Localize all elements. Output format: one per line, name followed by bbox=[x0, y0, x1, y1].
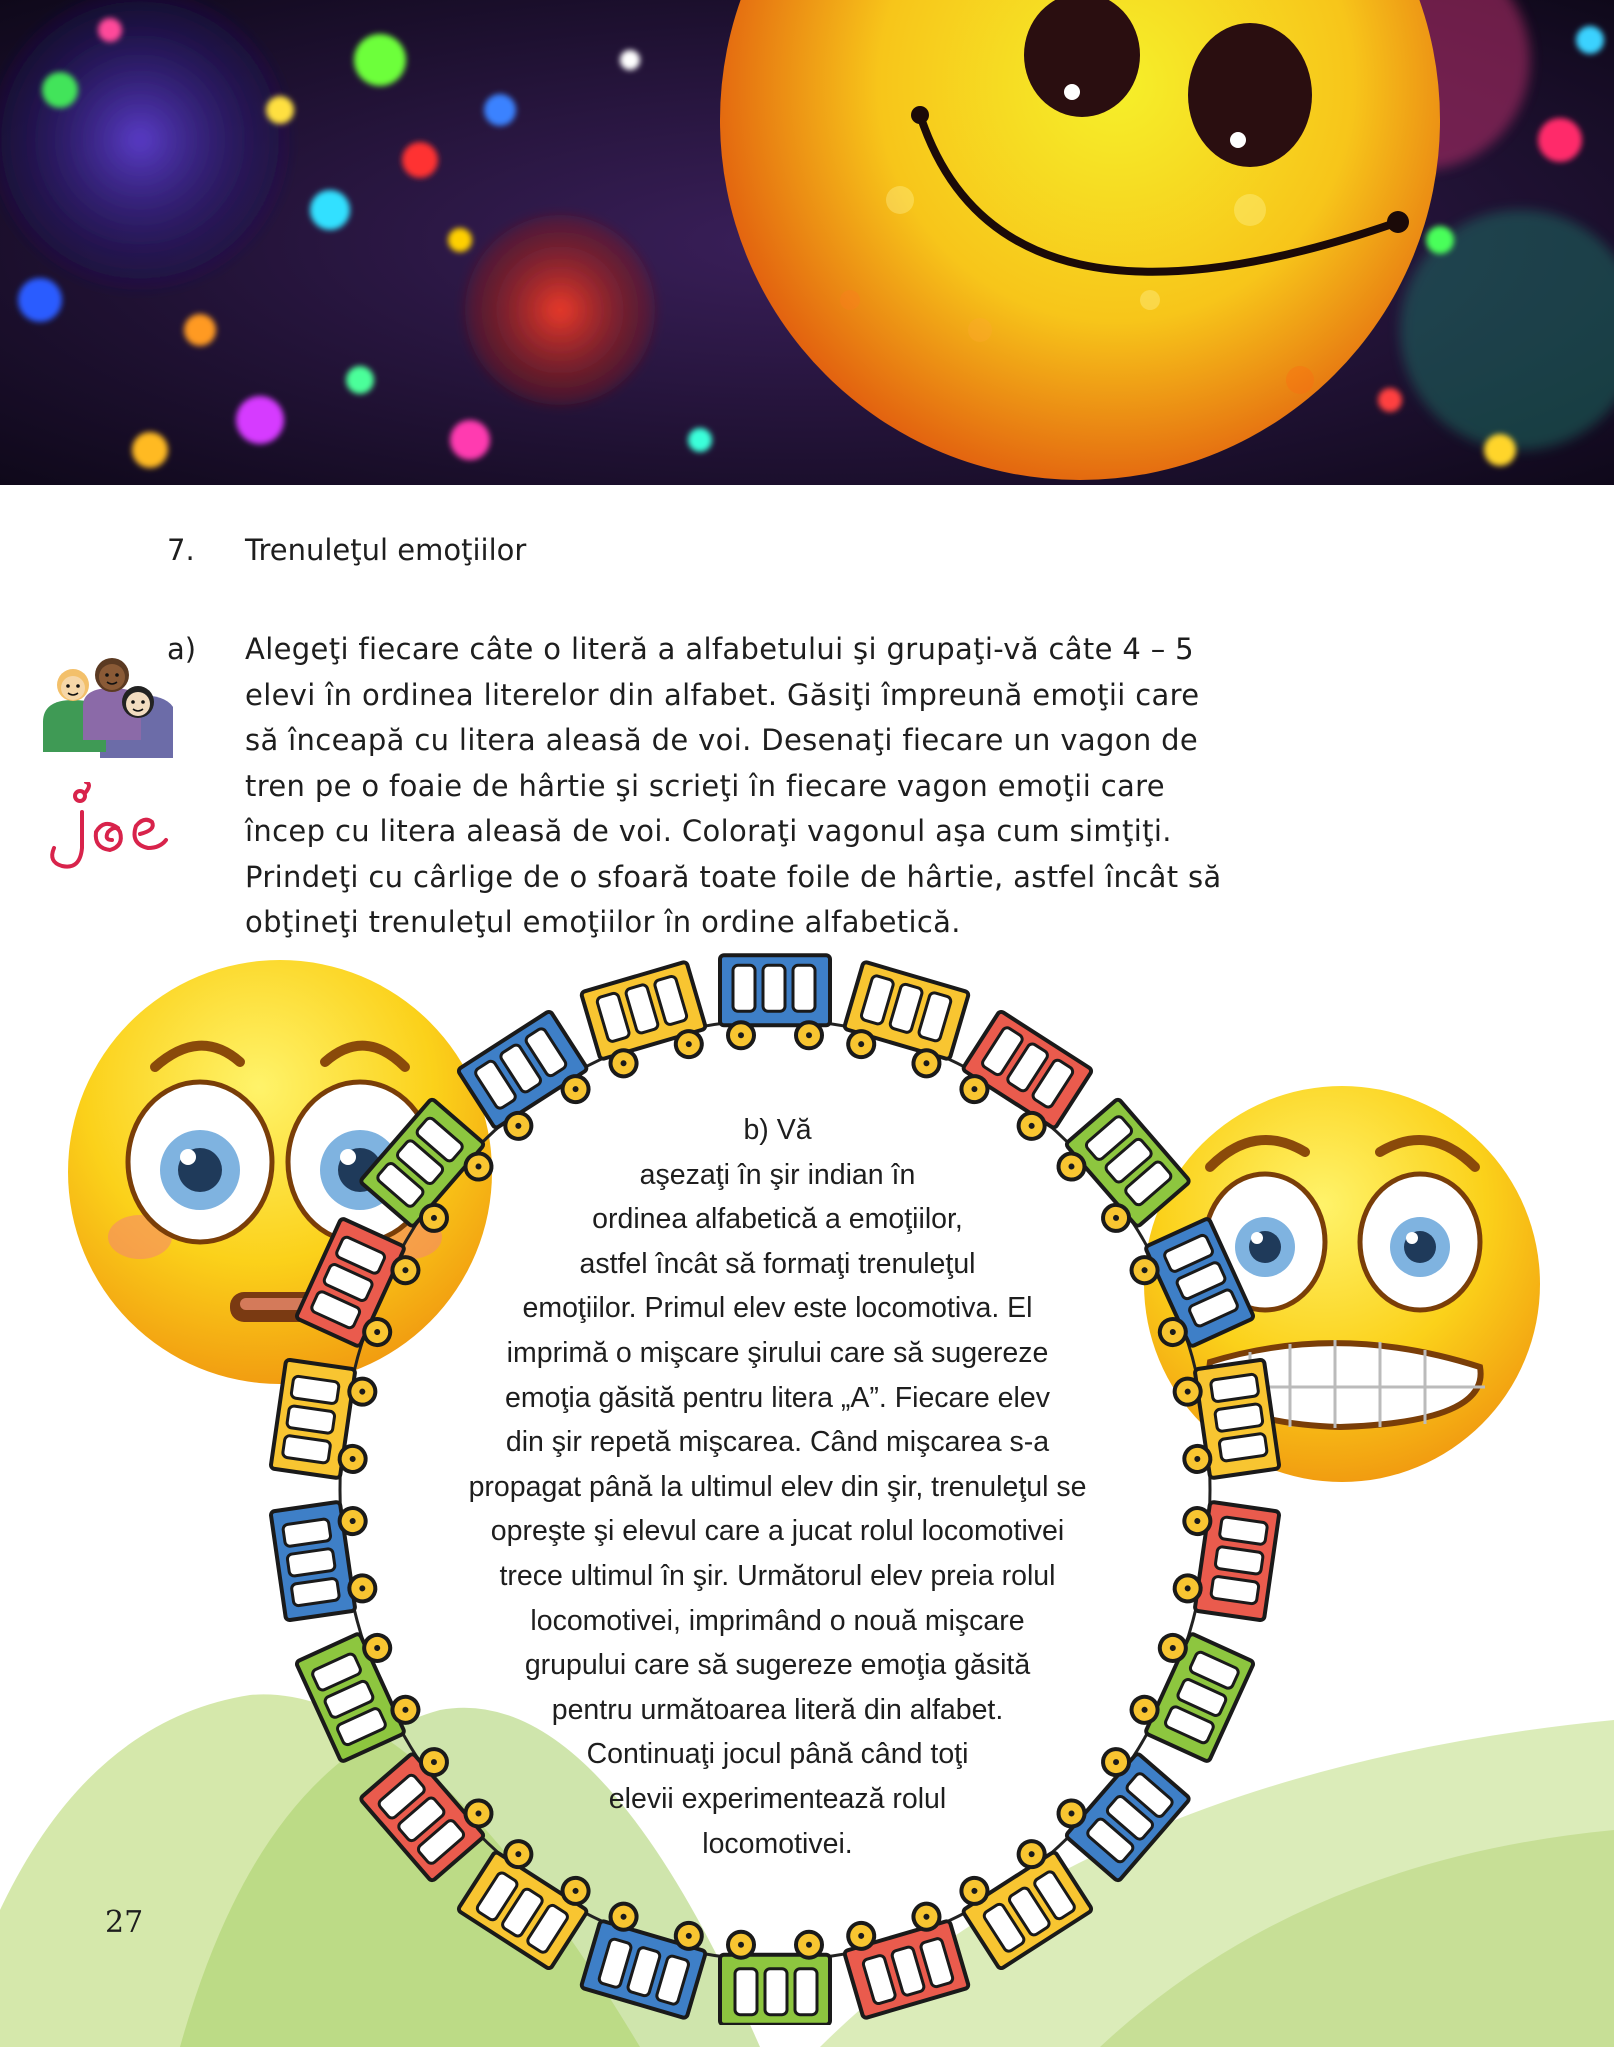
train-wagon bbox=[270, 1498, 378, 1620]
part-b-line: locomotivei, imprimând o nouă mişcare bbox=[530, 1604, 1025, 1637]
part-b-line: trece ultimul în şir. Următorul elev preia rolul bbox=[499, 1559, 1056, 1592]
part-b-line: b) Vă bbox=[743, 1114, 812, 1146]
group-work-icon bbox=[38, 640, 173, 760]
part-a-line: Prindeţi cu cârlige de o sfoară toate foile de hârtie, astfel încât să bbox=[245, 859, 1222, 894]
joe-logo bbox=[44, 782, 172, 878]
task-number: 7. bbox=[167, 533, 195, 567]
part-a-line: Alegeţi fiecare câte o literă a alfabetului şi grupaţi-vă câte 4 – 5 bbox=[245, 632, 1194, 666]
part-b-line: opreşte şi elevul care a jucat rolul locomotivei bbox=[490, 1515, 1065, 1548]
part-b-line: propagat până la ultimul elev din şir, trenuleţul se bbox=[468, 1470, 1087, 1503]
part-b-line: grupului care să sugereze emoţia găsită bbox=[524, 1649, 1031, 1682]
train-wagon bbox=[1172, 1359, 1280, 1481]
train-wagon bbox=[581, 961, 713, 1081]
train-wagon bbox=[1172, 1498, 1280, 1620]
part-b-line: emoţia găsită pentru litera „A”. Fiecare elev bbox=[505, 1381, 1050, 1414]
task-title: Trenuleţul emoţiilor bbox=[245, 533, 527, 567]
part-b-line: emoţiilor. Primul elev este locomotiva. El bbox=[522, 1292, 1033, 1325]
part-a-line: tren pe o foaie de hârtie şi scrieţi în fiecare vagon emoţii care bbox=[245, 768, 1165, 803]
part-a-line: să înceapă cu litera aleasă de voi. Desenaţi fiecare un vagon de bbox=[245, 723, 1199, 757]
part-a-line: obţineţi trenuleţul emoţiilor în ordine alfabetică. bbox=[245, 905, 961, 939]
part-a-line: încep cu litera aleasă de voi. Coloraţi vagonul aşa cum simţiţi. bbox=[245, 814, 1172, 848]
part-b-line: Continuaţi jocul până când toţi bbox=[586, 1738, 969, 1771]
train-wagon bbox=[720, 955, 830, 1048]
part-b-line: elevii experimentează rolul bbox=[608, 1782, 947, 1815]
train-wagon bbox=[837, 961, 969, 1081]
part-b-line: ordinea alfabetică a emoţiilor, bbox=[592, 1203, 963, 1236]
part-a-label: a) bbox=[167, 632, 197, 666]
part-b-line: din şir repetă mişcarea. Când mişcarea s-a bbox=[505, 1426, 1050, 1459]
train-wagon bbox=[270, 1359, 378, 1481]
part-a-line: elevi în ordinea literelor din alfabet. Găsiţi împreună emoţii care bbox=[245, 677, 1200, 712]
part-b-line: imprimă o mişcare şirului care să sugereze bbox=[506, 1336, 1049, 1369]
part-b-text bbox=[395, 1108, 1160, 1866]
page-number: 27 bbox=[105, 1905, 144, 1940]
part-b-line: pentru următoarea literă din alfabet. bbox=[551, 1693, 1004, 1726]
hero-image bbox=[0, 0, 1614, 485]
part-b-line: aşezaţi în şir indian în bbox=[639, 1158, 916, 1191]
part-b-line: astfel încât să formaţi trenuleţul bbox=[579, 1247, 976, 1280]
part-a-text bbox=[245, 627, 1365, 946]
train-wagon bbox=[720, 1932, 830, 2025]
train-wagon bbox=[837, 1898, 969, 2018]
train-wagon bbox=[581, 1898, 713, 2018]
part-b-line: locomotivei. bbox=[702, 1827, 853, 1860]
